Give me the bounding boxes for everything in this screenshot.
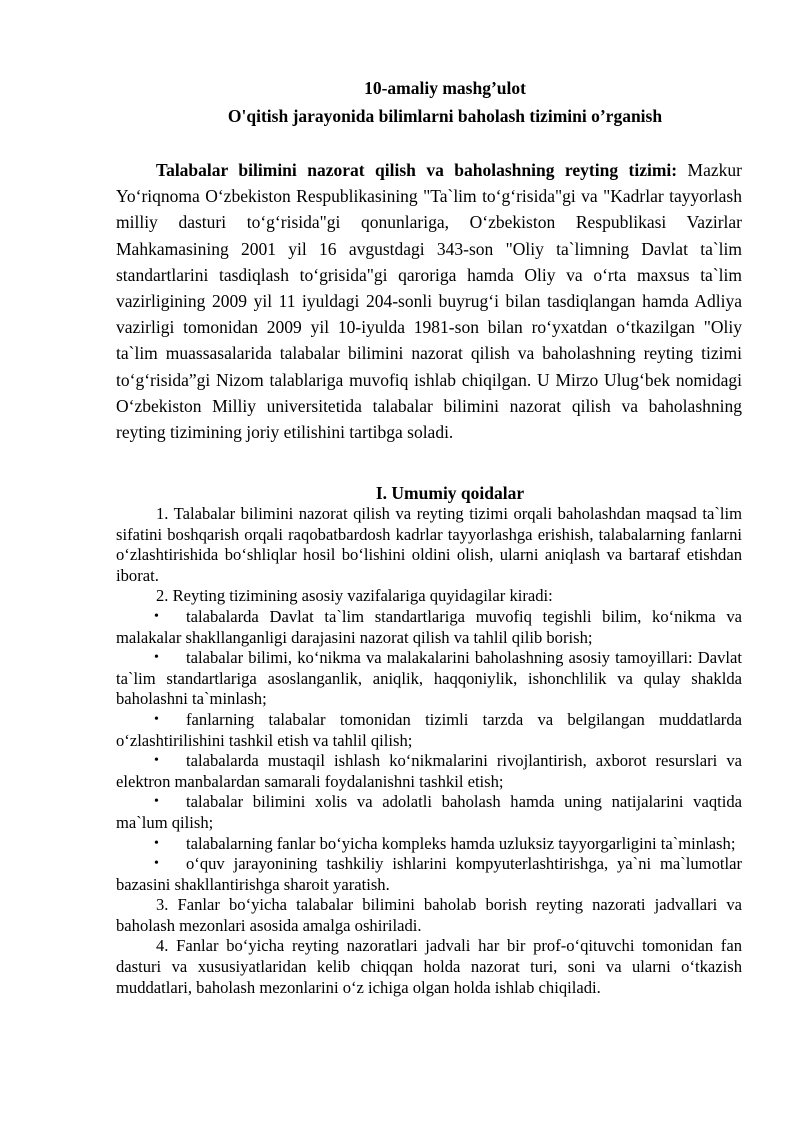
bullet-text: talabalar bilimini xolis va adolatli baholash hamda uning natijalarini vaqtida ma`lum qilish; xyxy=(116,792,742,832)
section-body xyxy=(116,504,742,998)
bullet-item xyxy=(116,854,742,895)
bullet-icon: • xyxy=(154,711,159,727)
bullet-text: fanlarning talabalar tomonidan tizimli tarzda va belgilangan muddatlarda o‘zlashtirilishini tashkil etish va tahlil qilish; xyxy=(116,709,742,750)
intro-paragraph xyxy=(116,157,742,445)
bullet-item xyxy=(116,607,742,648)
bullet-text: talabalarda mustaqil ishlash ko‘nikmalarini rivojlantirish, axborot resurslari va elektron manbalardan samarali foydalanishni tashkil etish; xyxy=(116,751,742,791)
section-heading: I. Umumiy qoidalar xyxy=(375,483,525,503)
bullet-text: talabalarning fanlar bo‘yicha kompleks hamda uzluksiz tayyorgarligini ta`minlash; xyxy=(186,833,736,853)
bullet-item xyxy=(116,834,742,855)
bullet-item xyxy=(116,648,742,710)
bullet-item xyxy=(116,792,742,833)
bullet-icon: • xyxy=(154,650,159,666)
paragraph-3: 3. Fanlar bo‘yicha talabalar bilimini baholab borish reyting nazorati jadvallari va baholash mezonlari asosida amalga oshiriladi. xyxy=(116,895,742,935)
bullet-icon: • xyxy=(154,835,159,851)
intro-text: Mazkur Yo‘riqnoma O‘zbekiston Respublikasining "Ta`lim to‘g‘risida"gi va "Kadrlar tayyorlash milliy dasturi to‘g‘risida"gi qonunlariga, O‘zbekiston Respublikasi Vazirlar Mahkamasining 2001 yil 16 avgustdagi 343-son "Oliy ta`limning Davlat ta`lim standartlarini tasdiqlash to‘grisida"gi qaroriga hamda Oliy va o‘rta maxsus ta`lim vazirligining 2009 yil 11 iyuldagi 204-sonli buyrug‘i bilan tasdiqlangan hamda Adliya vazirligi tomonidan 2009 yil 10-iyulda 1981-son bilan ro‘yxatdan o‘tkazilgan "Oliy ta`lim muassasalarida talabalar bilimini nazorat qilish va baholashning reyting tizimi to‘g‘risida”gi Nizom talablariga muvofiq ishlab chiqilgan. U Mirzo Ulug‘bek nomidagi O‘zbekiston Milliy universitetida talabalar bilimini nazorat qilish va baholashning reyting tizimining joriy etilishini tartibga soladi. xyxy=(116,160,742,443)
bullet-text: talabalar bilimi, ko‘nikma va malakalarini baholashning asosiy tamoyillari: Davlat ta`lim standartlariga asoslanganlik, aniqlik, haqqoniylik, ishonchlilik va qulay shaklda baholashni ta`minlash; xyxy=(116,648,742,709)
bullet-item xyxy=(116,751,742,792)
bullet-item xyxy=(116,710,742,751)
bullet-text: talabalarda Davlat ta`lim standartlariga muvofiq tegishli bilim, ko‘nikma va malakalar shakllanganligi darajasini nazorat qilish va tahlil qilib borish; xyxy=(116,606,742,647)
bullet-icon: • xyxy=(154,608,159,624)
document-title: 10-amaliy mashg’ulot xyxy=(364,78,526,98)
intro-lead: Talabalar bilimini nazorat qilish va baholashning reyting tizimi: xyxy=(156,160,678,180)
bullet-text: o‘quv jarayonining tashkiliy ishlarini kompyuterlashtirishga, ya`ni ma`lumotlar bazasini shakllantirishga sharoit yaratish. xyxy=(116,854,742,894)
paragraph-2: 2. Reyting tizimining asosiy vazifalariga quyidagilar kiradi: xyxy=(156,586,553,606)
bullet-icon: • xyxy=(154,753,159,769)
bullet-icon: • xyxy=(154,856,159,872)
paragraph-4: 4. Fanlar bo‘yicha reyting nazoratlari jadvali har bir prof-o‘qituvchi tomonidan fan dasturi va xususiyatlaridan kelib chiqqan holda nazorat turi, soni va ularni o‘tkazish muddatlari, baholash mezonlarini o‘z ichiga olgan holda ishlab chiqiladi. xyxy=(116,936,742,997)
paragraph-1: 1. Talabalar bilimini nazorat qilish va reyting tizimi orqali baholashdan maqsad ta`lim sifatini boshqarish orqali raqobatbardosh kadrlar tayyorlashga erishish, talabalarning fanlarni o‘zlashtirishida bo‘shliqlar hosil bo‘lishini oldini olish, ularni aniqlash va bartaraf etishdan iborat. xyxy=(116,504,742,585)
bullet-icon: • xyxy=(154,794,159,810)
document-subtitle: O'qitish jarayonida bilimlarni baholash tizimini o’rganish xyxy=(227,106,663,126)
